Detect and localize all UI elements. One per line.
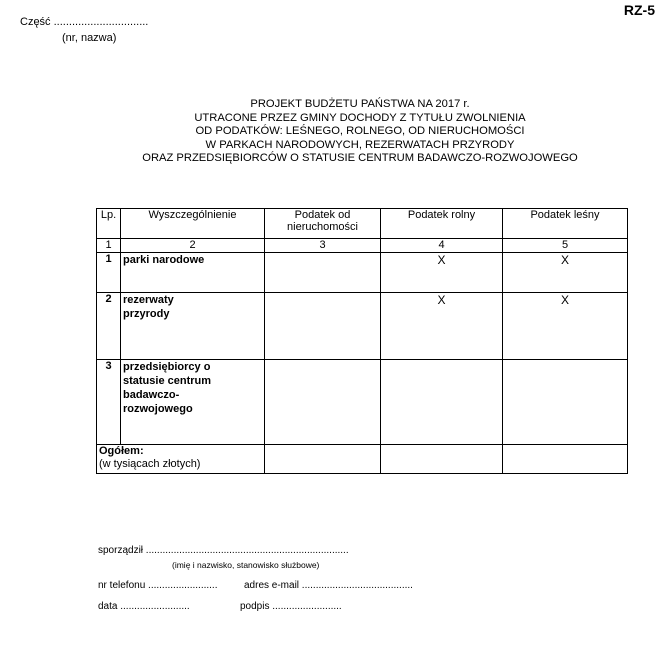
phone-field[interactable]: nr telefonu ......................... (98, 580, 218, 591)
row-number: 1 (97, 253, 121, 293)
part-field-hint: (nr, nazwa) (62, 32, 117, 44)
title-line: OD PODATKÓW: LEŚNEGO, ROLNEGO, OD NIERUCHOMOŚCI (195, 125, 525, 138)
email-field[interactable]: adres e-mail ........................................ (244, 580, 413, 591)
row-label: rezerwaty przyrody (121, 293, 265, 360)
prepared-by-hint: (imię i nazwisko, stanowisko służbowe) (172, 560, 320, 570)
column-header: Lp. (97, 209, 121, 239)
row-number: 2 (97, 293, 121, 360)
total-unit: (w tysiącach złotych) (99, 458, 201, 470)
table-row (97, 293, 628, 360)
table-header-row (97, 209, 628, 239)
forest-tax-cell[interactable]: X (503, 293, 628, 360)
part-field: Część ............................... (20, 16, 149, 28)
forest-tax-cell[interactable]: X (503, 253, 628, 293)
form-code: RZ-5 (623, 2, 655, 18)
table-row (97, 253, 628, 293)
document-title (90, 98, 630, 166)
tax-exemption-table (96, 208, 628, 474)
agricultural-tax-cell[interactable] (381, 360, 503, 445)
column-header: Wyszczególnienie (121, 209, 265, 239)
title-line: UTRACONE PRZEZ GMINY DOCHODY Z TYTUŁU ZWOLNIENIA (194, 111, 526, 124)
row-label: parki narodowe (121, 253, 265, 293)
total-forest-tax-cell[interactable] (503, 445, 628, 474)
total-agricultural-tax-cell[interactable] (381, 445, 503, 474)
property-tax-cell[interactable] (265, 293, 381, 360)
property-tax-cell[interactable] (265, 360, 381, 445)
column-header: Podatek od nieruchomości (265, 209, 381, 239)
row-number: 3 (97, 360, 121, 445)
column-number-row (97, 239, 628, 253)
forest-tax-cell[interactable] (503, 360, 628, 445)
column-number: 2 (121, 239, 265, 253)
column-number: 4 (381, 239, 503, 253)
row-label: przedsiębiorcy o statusie centrum badawczo-rozwojowego (121, 360, 265, 445)
title-line: ORAZ PRZEDSIĘBIORCÓW O STATUSIE CENTRUM BADAWCZO-ROZWOJOWEGO (142, 152, 578, 165)
total-property-tax-cell[interactable] (265, 445, 381, 474)
total-label-cell (97, 445, 265, 474)
title-line: W PARKACH NARODOWYCH, REZERWATACH PRZYRODY (205, 138, 515, 151)
column-number: 5 (503, 239, 628, 253)
signature-field[interactable]: podpis ......................... (240, 601, 342, 612)
prepared-by-field[interactable]: sporządził ......................................................................... (98, 545, 349, 556)
property-tax-cell[interactable] (265, 253, 381, 293)
column-header: Podatek leśny (503, 209, 628, 239)
agricultural-tax-cell[interactable]: X (381, 293, 503, 360)
column-number: 3 (265, 239, 381, 253)
title-line: PROJEKT BUDŻETU PAŃSTWA NA 2017 r. (250, 98, 470, 110)
column-header: Podatek rolny (381, 209, 503, 239)
table-row (97, 360, 628, 445)
total-row (97, 445, 628, 474)
date-field[interactable]: data ......................... (98, 601, 190, 612)
total-label: Ogółem: (99, 445, 144, 457)
agricultural-tax-cell[interactable]: X (381, 253, 503, 293)
column-number: 1 (97, 239, 121, 253)
